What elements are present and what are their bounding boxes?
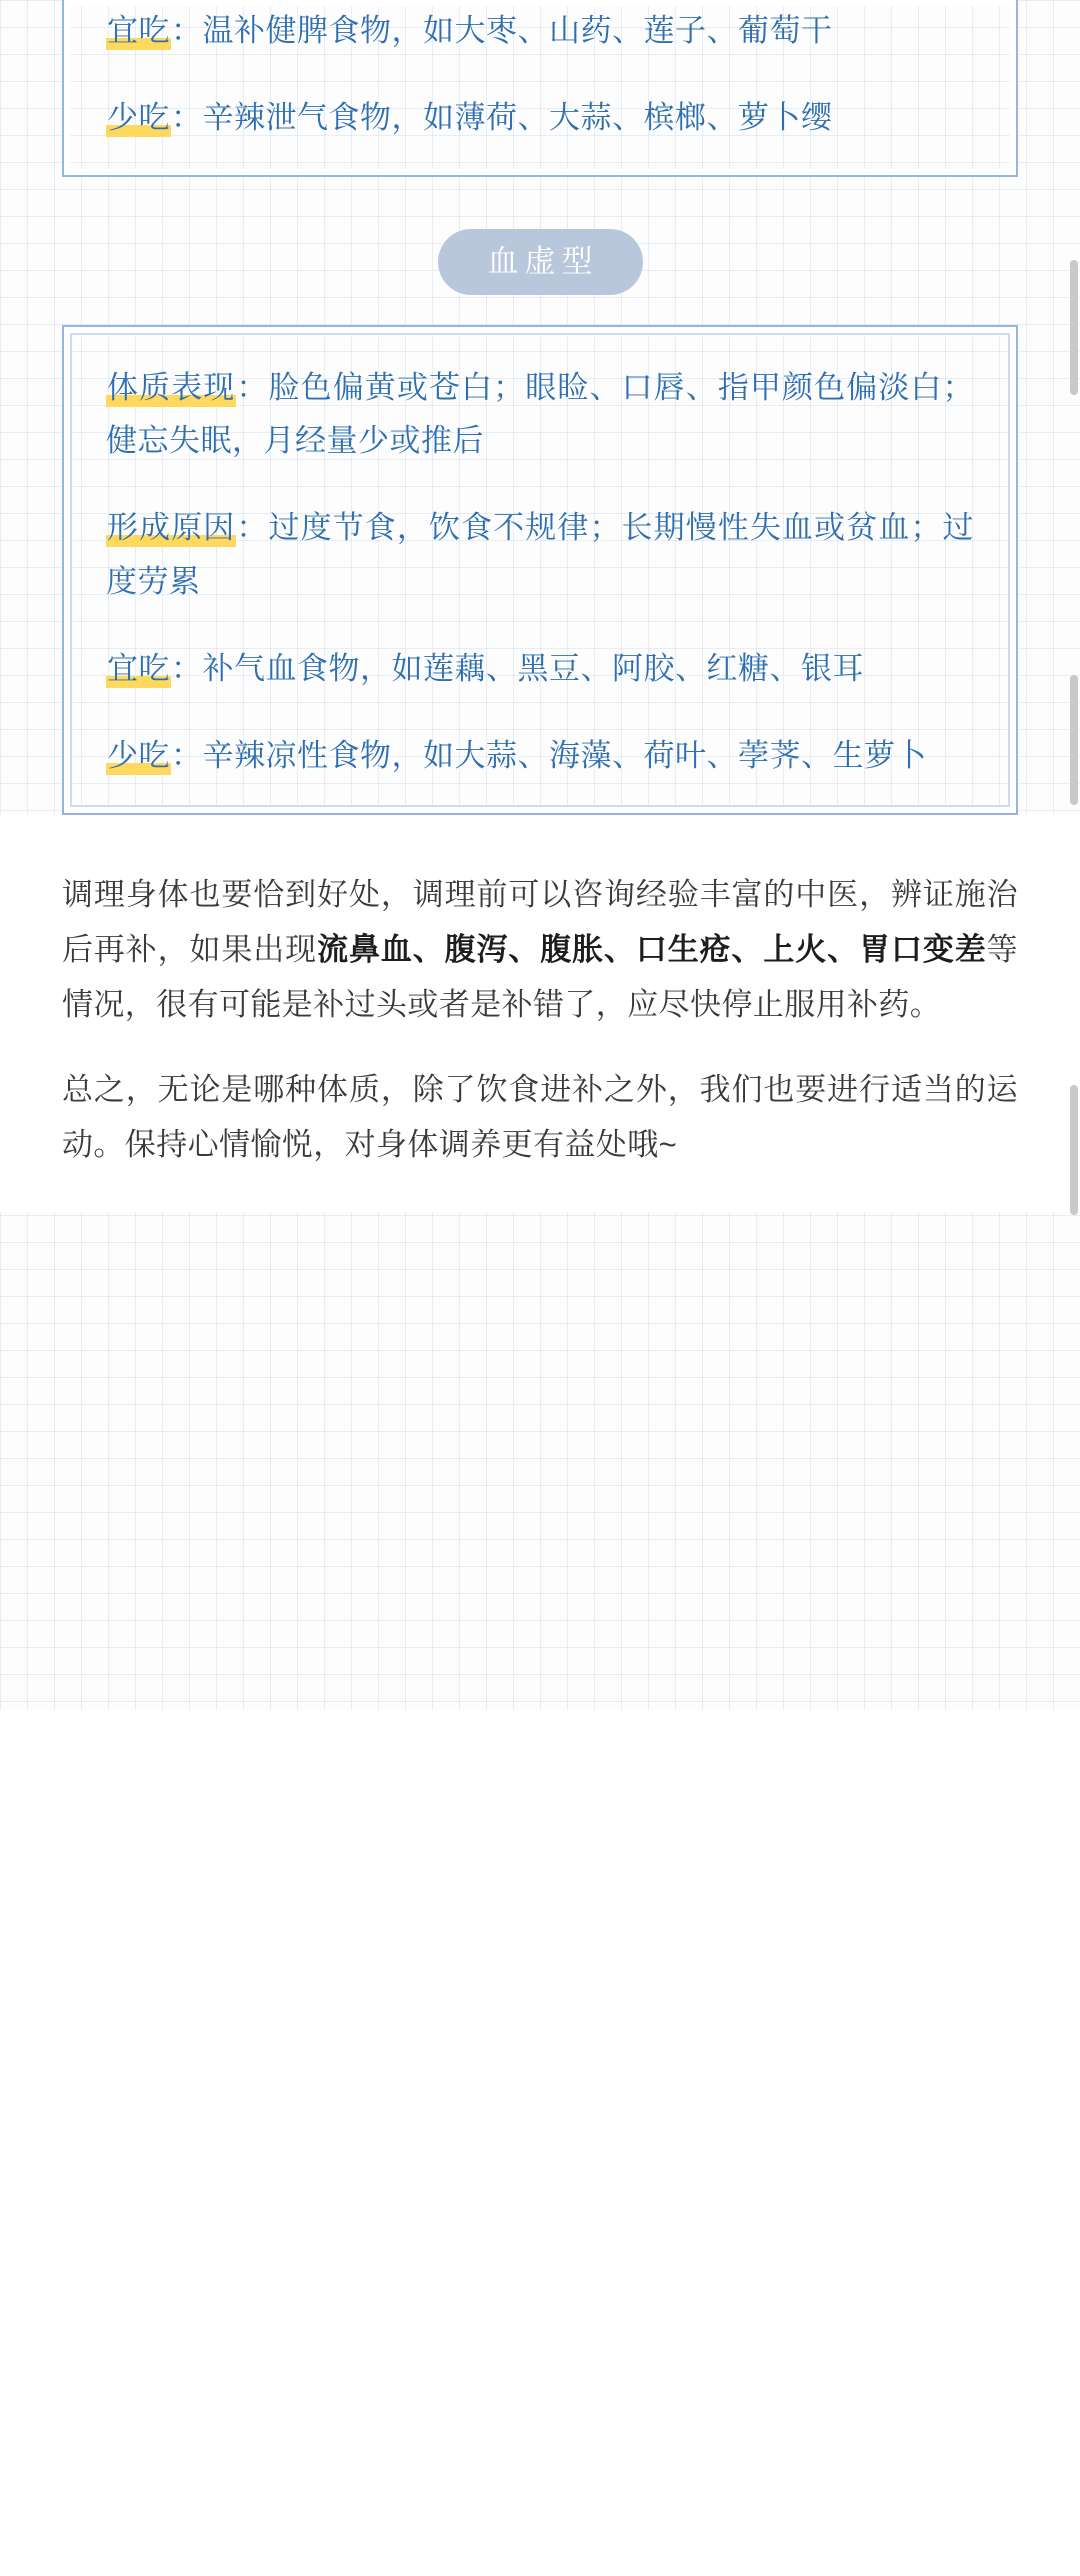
paragraph-avoid-foods-2 [98,729,982,782]
separator-6: ： [171,738,203,774]
closing-text-part2: 等情况，很有可能是补过头或者是补错了，应尽快停止服用补药。 [62,931,1018,1022]
separator-5: ： [171,650,203,686]
text-suitable-2: 补气血食物，如莲藕、黑豆、阿胶、红糖、银耳 [202,650,864,686]
label-suitable-2: 宜吃 [107,650,170,686]
label-suitable: 宜吃 [107,13,170,48]
separator-1: ： [171,13,203,48]
closing-paragraph-2: 总之，无论是哪种体质，除了饮食进补之外，我们也要进行适当的运动。保持心情愉悦，对身体调养更有益处哦~ [62,1072,1018,1163]
text-avoid: 辛辣泄气食物，如薄荷、大蒜、槟榔、萝卜缨 [202,100,833,136]
text-avoid-2: 辛辣凉性食物，如大蒜、海藻、荷叶、荸荠、生萝卜 [202,738,927,774]
closing-text-bold: 流鼻血、腹泻、腹胀、口生疮、上火、胃口变差 [317,931,987,967]
separator-3: ： [236,369,269,405]
scrollbar-thumb-2[interactable] [1070,675,1078,805]
label-avoid-2: 少吃 [107,738,170,774]
separator-4: ： [236,510,269,546]
paragraph-suitable-foods [98,0,982,57]
text-constitution-signs: 脸色偏黄或苍白；眼睑、口唇、指甲颜色偏淡白；健忘失眠，月经量少或推后 [106,369,975,458]
paragraph-suitable-foods-2 [98,642,982,695]
paragraph-causes [98,501,982,608]
label-causes: 形成原因 [107,510,236,546]
card-qi-deficiency [62,0,1018,177]
paragraph-avoid-foods [98,91,982,144]
closing-text-block [0,815,1080,1213]
separator-2: ： [171,100,203,136]
label-avoid: 少吃 [107,100,170,136]
closing-paragraph-1 [62,867,1018,1033]
paragraph-constitution-signs [98,361,982,468]
card-blood-deficiency [62,325,1018,815]
scrollbar-thumb-3[interactable] [1070,1085,1078,1215]
vertical-scrollbar[interactable] [1068,0,1080,2576]
closing-text-part1: 调理身体也要恰到好处，调理前可以咨询经验丰富的中医，辨证施治后再补，如果出现 [62,876,1018,967]
scrollbar-thumb-1[interactable] [1070,260,1078,395]
text-suitable: 温补健脾食物，如大枣、山药、莲子、葡萄干 [202,13,833,48]
section-title-blood-deficiency: 血虚型 [438,229,643,295]
section-heading-wrapper [0,229,1080,295]
label-constitution-signs: 体质表现 [107,369,236,405]
document-content [0,0,1080,1212]
text-causes: 过度节食，饮食不规律；长期慢性失血或贫血；过度劳累 [106,510,975,599]
